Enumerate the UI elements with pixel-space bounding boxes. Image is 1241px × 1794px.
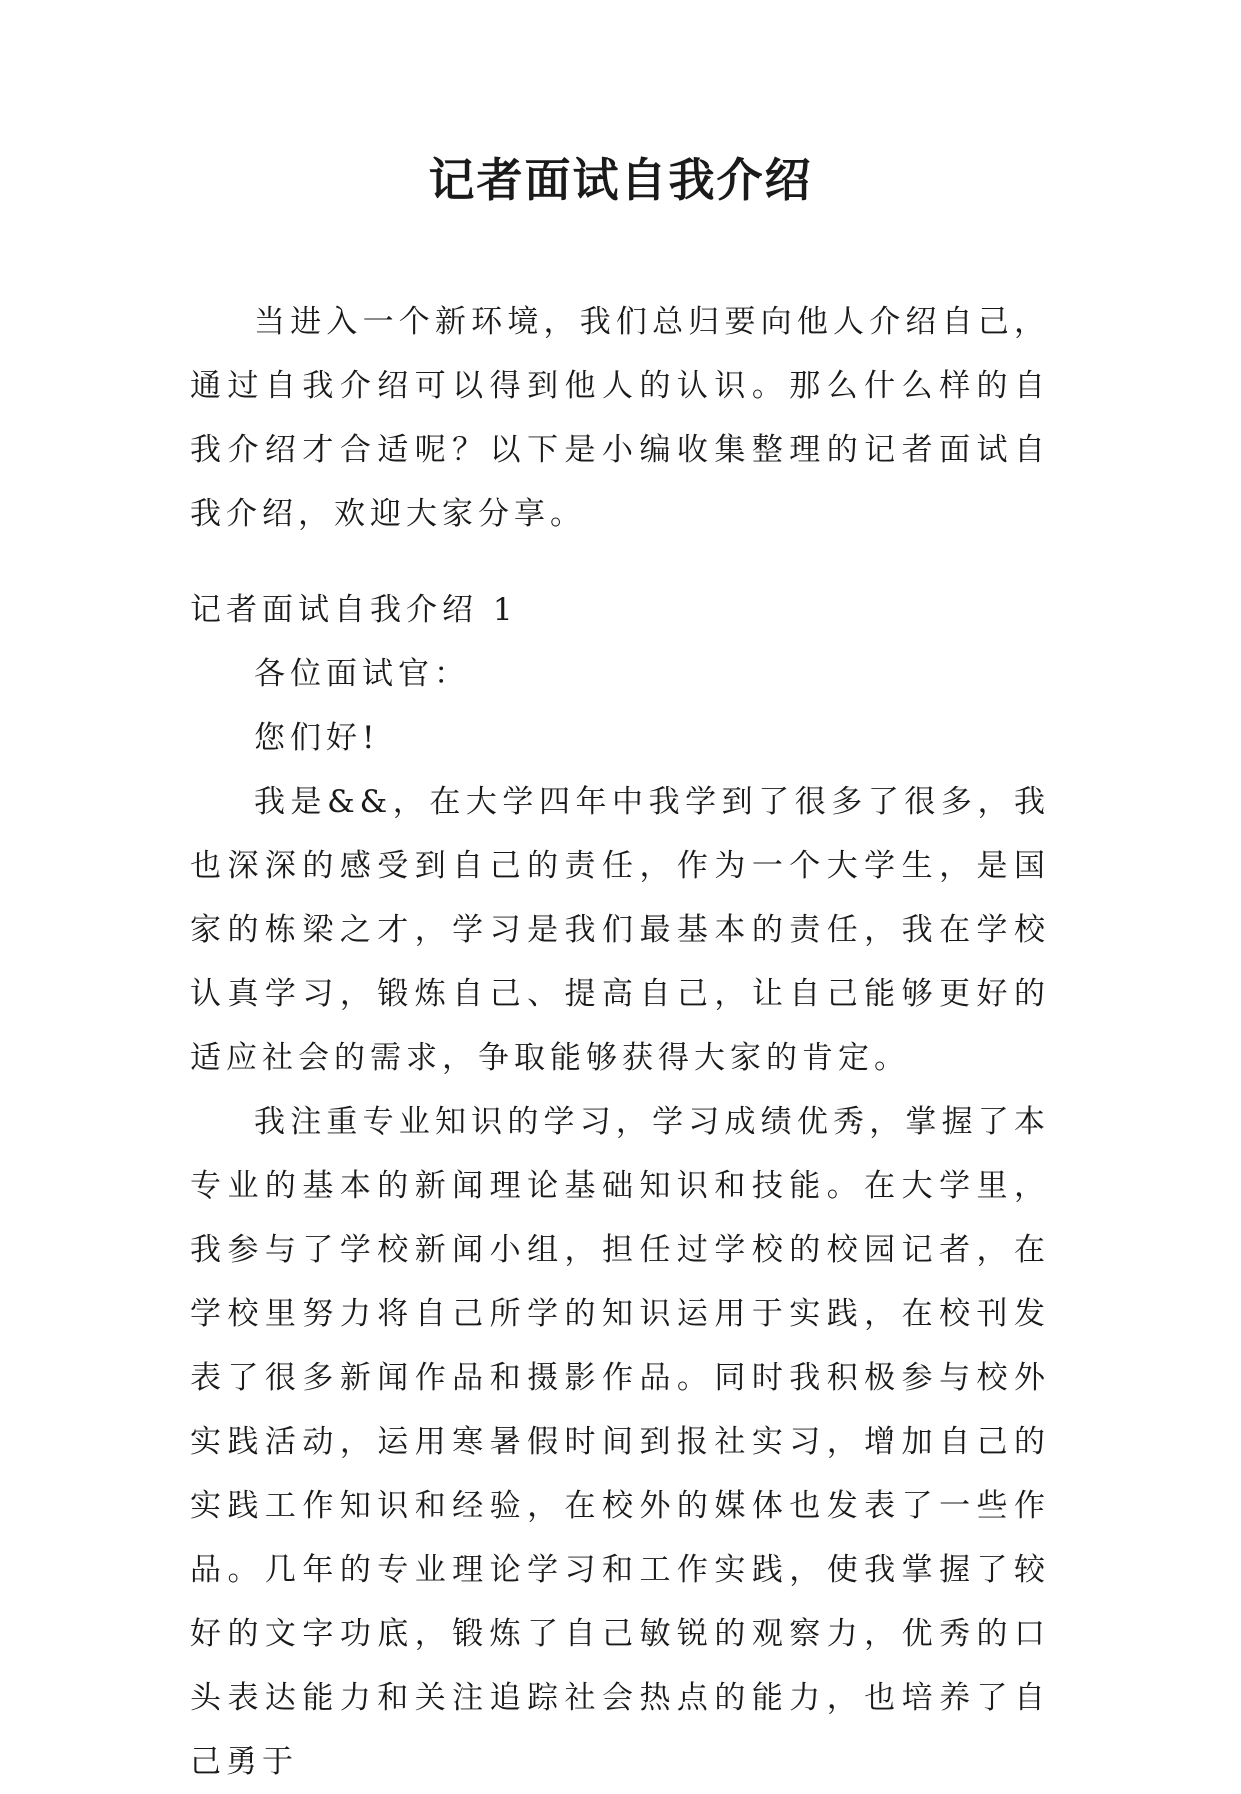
section-block xyxy=(190,578,1050,1794)
salutation-line: 您们好! xyxy=(254,720,380,756)
section-heading: 记者面试自我介绍 1 xyxy=(190,592,518,628)
greeting-line: 各位面试官： xyxy=(254,656,470,692)
intro-block xyxy=(190,290,1050,546)
intro-paragraph: 当进入一个新环境，我们总归要向他人介绍自己，通过自我介绍可以得到他人的认识。那么什么样的自我介绍才合适呢？以下是小编收集整理的记者面试自我介绍，欢迎大家分享。 xyxy=(190,304,1050,532)
document-title: 记者面试自我介绍 xyxy=(428,153,813,207)
body-paragraph-2: 我注重专业知识的学习，学习成绩优秀，掌握了本专业的基本的新闻理论基础知识和技能。在大学里，我参与了学校新闻小组，担任过学校的校园记者，在学校里努力将自己所学的知识运用于实践，在校刊发表了很多新闻作品和摄影作品。同时我积极参与校外实践活动，运用寒暑假时间到报社实习，增加自己的实践工作知识和经验，在校外的媒体也发表了一些作品。几年的专业理论学习和工作实践，使我掌握了较好的文字功底，锻炼了自己敏锐的观察力，优秀的口头表达能力和关注追踪社会热点的能力，也培养了自己勇于 xyxy=(190,1104,1050,1780)
body-paragraph-1: 我是&&，在大学四年中我学到了很多了很多，我也深深的感受到自己的责任，作为一个大学生，是国家的栋梁之才，学习是我们最基本的责任，我在学校认真学习，锻炼自己、提高自己，让自己能够更好的适应社会的需求，争取能够获得大家的肯定。 xyxy=(190,784,1050,1076)
